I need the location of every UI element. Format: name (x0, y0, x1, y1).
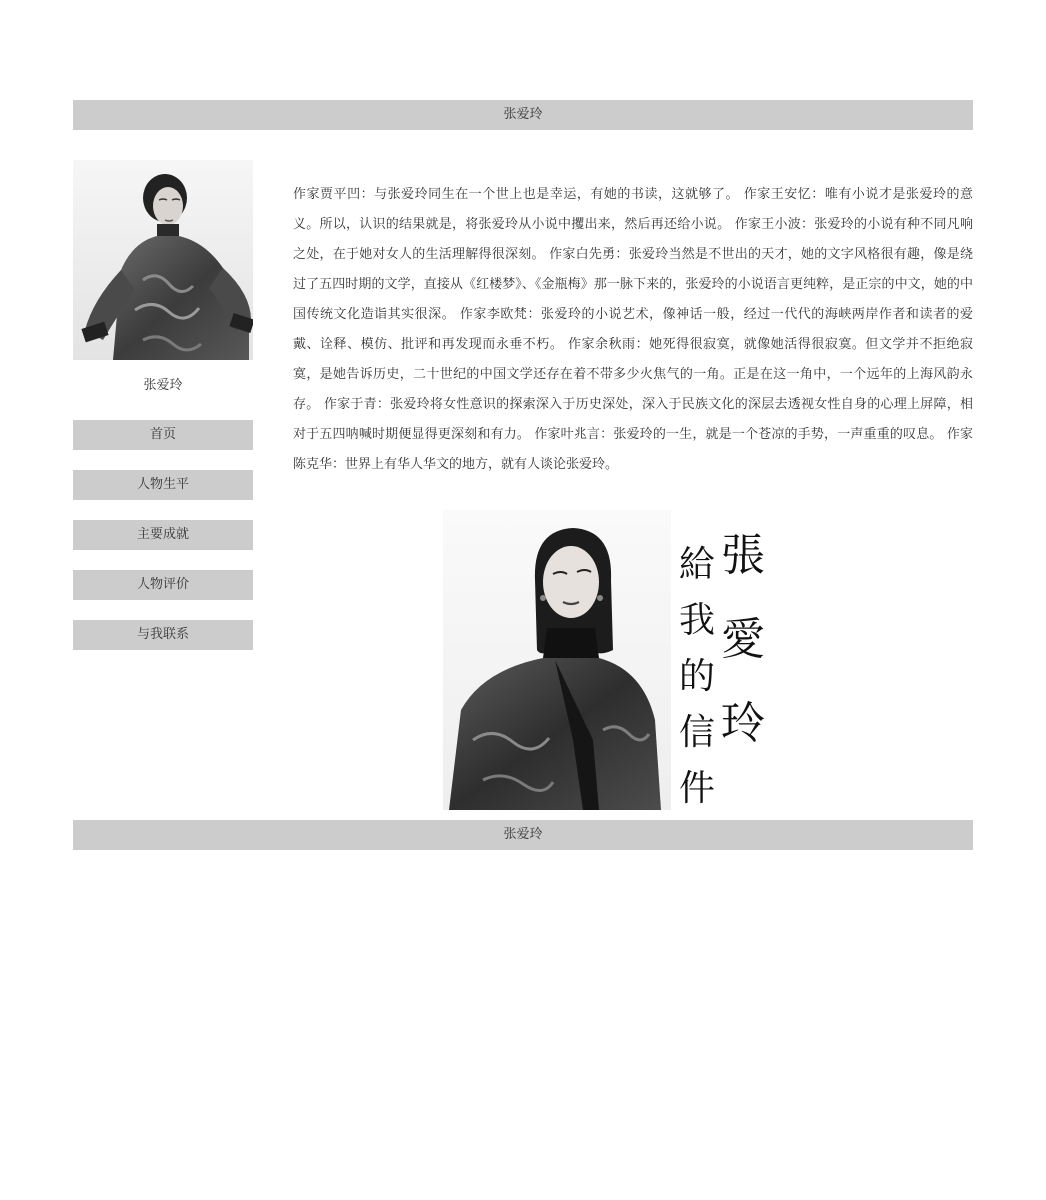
portrait-image (73, 160, 253, 360)
poster-image (443, 510, 783, 810)
calligraphy-col1-char: 張 (721, 530, 765, 581)
calligraphy-col1-char: 愛 (721, 614, 765, 665)
nav-item-evaluations[interactable]: 人物评价 (73, 570, 253, 600)
sidebar-nav (73, 420, 253, 650)
page-footer (73, 820, 973, 850)
page-header (73, 100, 973, 130)
footer-title: 张爱玲 (503, 827, 543, 842)
calligraphy-col2-char: 給 (678, 544, 716, 585)
sidebar (73, 160, 253, 670)
main-content (293, 180, 973, 809)
nav-item-contact[interactable]: 与我联系 (73, 620, 253, 650)
calligraphy-col2-char: 件 (678, 768, 716, 809)
calligraphy-col2-char: 的 (678, 656, 716, 697)
calligraphy-col1-char: 玲 (721, 698, 765, 749)
nav-item-achievements[interactable]: 主要成就 (73, 520, 253, 550)
page-title: 张爱玲 (503, 107, 543, 122)
calligraphy-col2-char: 信 (678, 712, 716, 753)
portrait-caption: 张爱玲 (143, 378, 183, 393)
nav-item-home[interactable]: 首页 (73, 420, 253, 450)
calligraphy-col2-char: 我 (678, 600, 716, 641)
nav-item-biography[interactable]: 人物生平 (73, 470, 253, 500)
article-text: 作家贾平凹：与张爱玲同生在一个世上也是幸运，有她的书读，这就够了。 作家王安忆：唯有小说才是张爱玲的意义。所以，认识的结果就是，将张爱玲从小说中攫出来，然后再还给小说。 作家王小波：张爱玲的小说有种不同凡响之处，在于她对女人的生活理解得很深刻。 作家白先勇：张爱玲当然是不世出的天才，她的文字风格很有趣，像是绕过了五四时期的文学，直接从《红楼梦》、《金瓶梅》那一脉下来的，张爱玲的小说语言更纯粹，是正宗的中文，她的中国传统文化造诣其实很深。 作家李欧梵：张爱玲的小说艺术，像神话一般，经过一代代的海峡两岸作者和读者的爱戴、诠释、模仿、批评和再发现而永垂不朽。 作家余秋雨：她死得很寂寞，就像她活得很寂寞。但文学并不拒绝寂寞，是她告诉历史，二十世纪的中国文学还存在着不带多少火焦气的一角。正是在这一角中，一个远年的上海风韵永存。 作家于青：张爱玲将女性意识的探索深入于历史深处，深入于民族文化的深层去透视女性自身的心理上屏障，相对于五四呐喊时期便显得更深刻和有力。 作家叶兆言：张爱玲的一生，就是一个苍凉的手势，一声重重的叹息。 作家陈克华：世界上有华人华文的地方，就有人谈论张爱玲。 (293, 187, 973, 472)
